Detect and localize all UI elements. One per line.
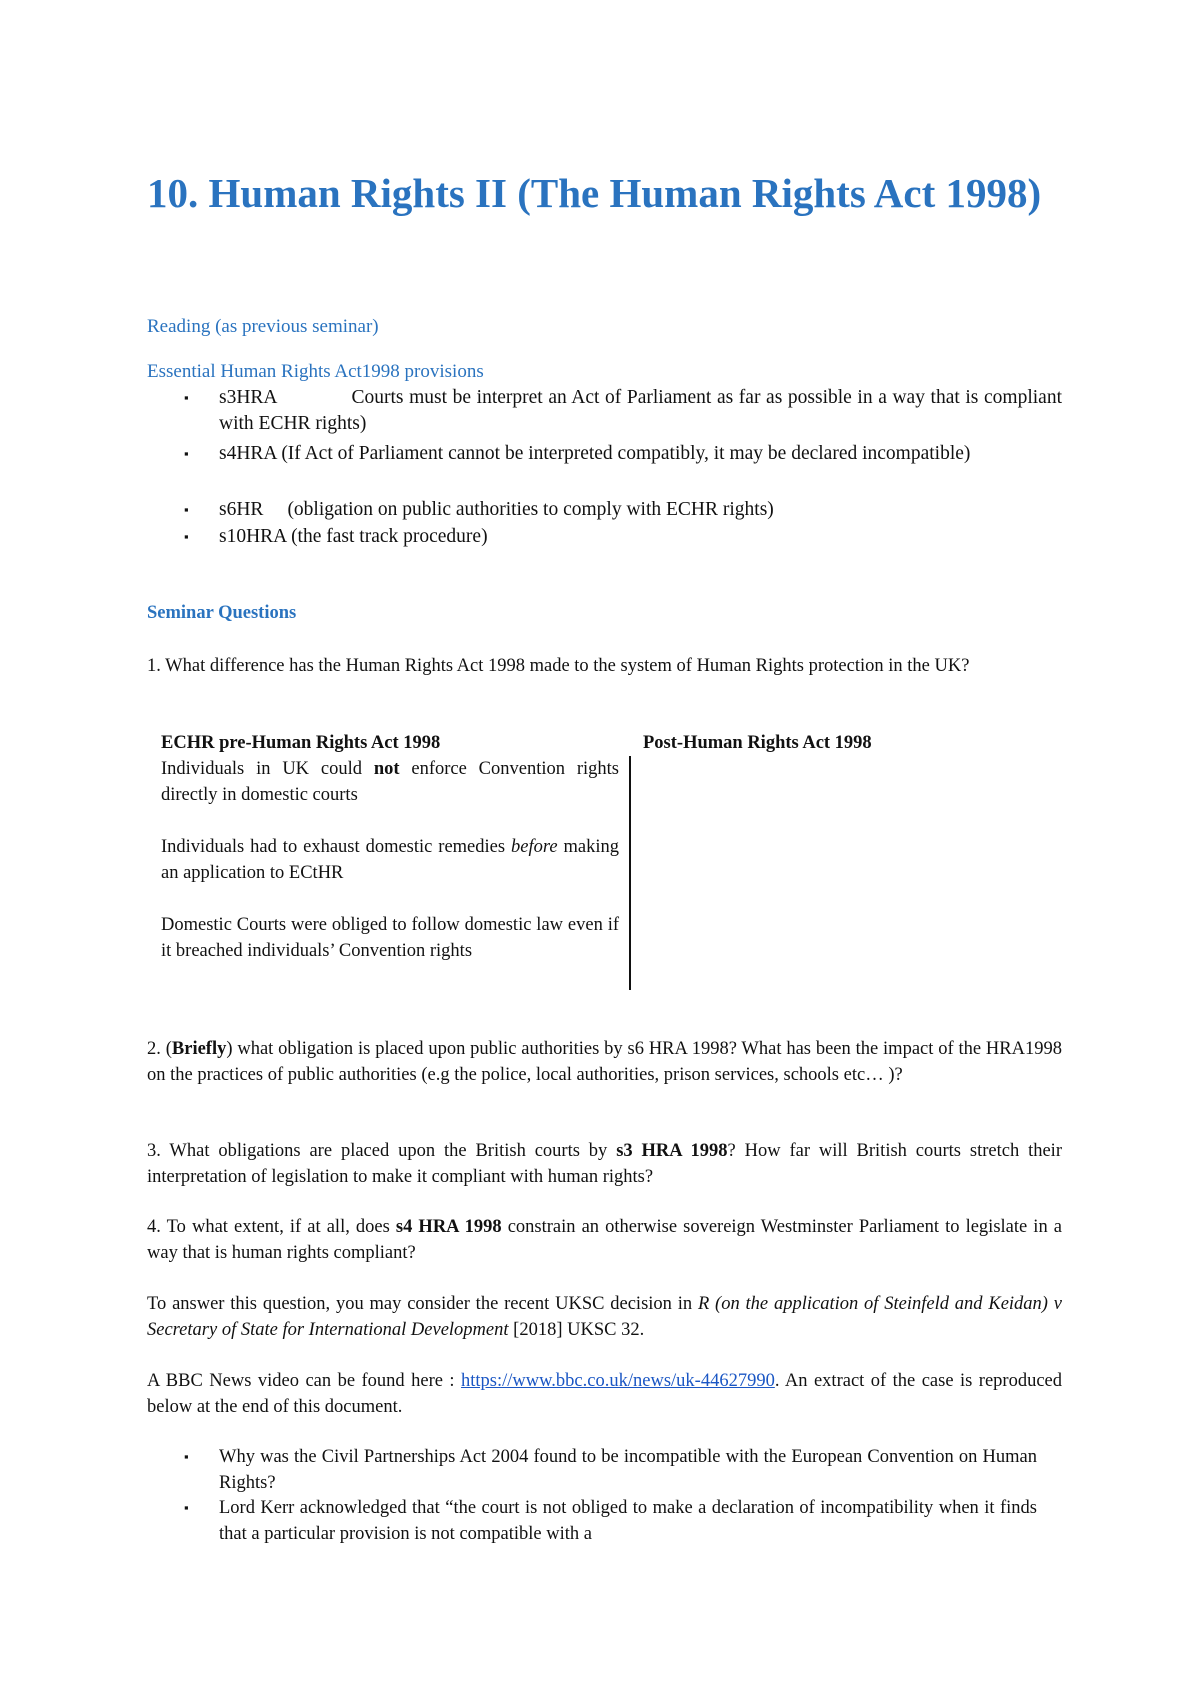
bbc-news-link[interactable]: https://www.bbc.co.uk/news/uk-44627990 <box>461 1371 775 1391</box>
bullet-icon: ▪ <box>184 1449 189 1464</box>
provisions-heading: Essential Human Rights Act1998 provisions <box>147 361 484 382</box>
table-cell: Individuals had to exhaust domestic remedies before making an application to ECtHR <box>161 837 619 883</box>
provision-code: s6HR <box>219 499 264 520</box>
document-page: 10. Human Rights II (The Human Rights Act 1998) Reading (as previous seminar) Essential Human Rights Act1998 provisions ▪ s3HRA Courts must be interpret an Act of Parliament as far as possible in a way that is compliant with ECHR rights) ▪ s4HRA (If Act of Parliament cannot be interpreted compatibly, it may be declared incompatible) ▪ s6HR (obligation on public authorities to comply with ECHR rights) ▪ s10HRA (the fast track procedure) Seminar Questions 1. What difference has the Human Rights Act 1998 made to the system of Human Rights protection in the UK? ECHR pre-Human Rights Act 1998 Individuals in UK could not enforce Convention rights directly in domestic courts Individuals had to exhaust domestic remedies before making an application to ECtHR Domestic Courts were obliged to follow domestic law even if it breached individuals’ Convention rights Post-Human Rights Act 1998 2. (Briefly) what obligation is placed upon public authorities by s6 HRA 1998? What has been the impact of the HRA1998 on the practices of public authorities (e.g the police, local authorities, prison services, schools etc… )? 3. What obligations are placed upon the British courts by s3 HRA 1998? How far will British courts stretch their interpretation of legislation to make it compliant with human rights? 4. To what extent, if at all, does s4 HRA 1998 constrain an otherwise sovereign Westminster Parliament to legislate in a way that is human rights compliant? To answer this question, you may consider the recent UKSC decision in R (on the application of Steinfeld and Keidan) v Secretary of State for International Development [2018] UKSC 32. A BBC News video can be found here : https://www.bbc.co.uk/news/uk-44627990. An extract of the case is reproduced below at the end of this document. ▪ Why was the Civil Partnerships Act 2004 found to be incompatible with the European Convention on Human Rights? ▪ Lord Kerr acknowledged that “the court is not obliged to make a declaration of incompatibility when it finds that a particular provision is not compatible with a <box>147 170 1062 1544</box>
table-cell: Domestic Courts were obliged to follow domestic law even if it breached individuals’ Convention rights <box>161 915 619 961</box>
table-header-post: Post-Human Rights Act 1998 <box>643 733 872 753</box>
reading-note: Reading (as previous seminar) <box>147 316 379 337</box>
question-2: 2. (Briefly) what obligation is placed upon public authorities by s6 HRA 1998? What has been the impact of the HRA1998 on the practices of public authorities (e.g the police, local authorities, prison services, schools etc… )? <box>147 1039 1062 1085</box>
bullet-icon: ▪ <box>184 1500 189 1515</box>
provision-code: s10HRA <box>219 526 287 547</box>
question-3: 3. What obligations are placed upon the British courts by s3 HRA 1998? How far will British courts stretch their interpretation of legislation to make it compliant with human rights? <box>147 1141 1062 1187</box>
table-column-pre <box>161 730 619 964</box>
table-divider <box>629 756 631 990</box>
table-column-post <box>643 730 1043 756</box>
answer-note: To answer this question, you may consider the recent UKSC decision in R (on the application of Steinfeld and Keidan) v Secretary of State for International Development [2018] UKSC 32. <box>147 1294 1062 1340</box>
comparison-table <box>161 730 1061 990</box>
bullet-icon: ▪ <box>184 446 189 461</box>
bullet-icon: ▪ <box>184 502 189 517</box>
table-cell: Individuals in UK could not enforce Convention rights directly in domestic courts <box>161 759 619 805</box>
question-4: 4. To what extent, if at all, does s4 HRA 1998 constrain an otherwise sovereign Westminster Parliament to legislate in a way that is human rights compliant? <box>147 1217 1062 1263</box>
bbc-note: A BBC News video can be found here : https://www.bbc.co.uk/news/uk-44627990. An extract of the case is reproduced below at the end of this document. <box>147 1371 1062 1417</box>
provision-text: (If Act of Parliament cannot be interpreted compatibly, it may be declared incompatible) <box>281 443 971 464</box>
provision-text: Courts must be interpret an Act of Parliament as far as possible in a way that is compliant with ECHR rights) <box>219 387 1062 434</box>
provision-text: (obligation on public authorities to comply with ECHR rights) <box>287 499 774 520</box>
provision-text: (the fast track procedure) <box>291 526 488 547</box>
provision-code: s3HRA <box>219 387 278 408</box>
provision-code: s4HRA <box>219 443 277 464</box>
seminar-heading: Seminar Questions <box>147 603 297 623</box>
page-title: 10. Human Rights II (The Human Rights Act 1998) <box>147 170 1042 216</box>
table-header-pre: ECHR pre-Human Rights Act 1998 <box>161 733 441 753</box>
question-1: 1. What difference has the Human Rights Act 1998 made to the system of Human Rights protection in the UK? <box>147 656 970 676</box>
bullet-icon: ▪ <box>184 529 189 544</box>
bullet-icon: ▪ <box>184 390 189 405</box>
